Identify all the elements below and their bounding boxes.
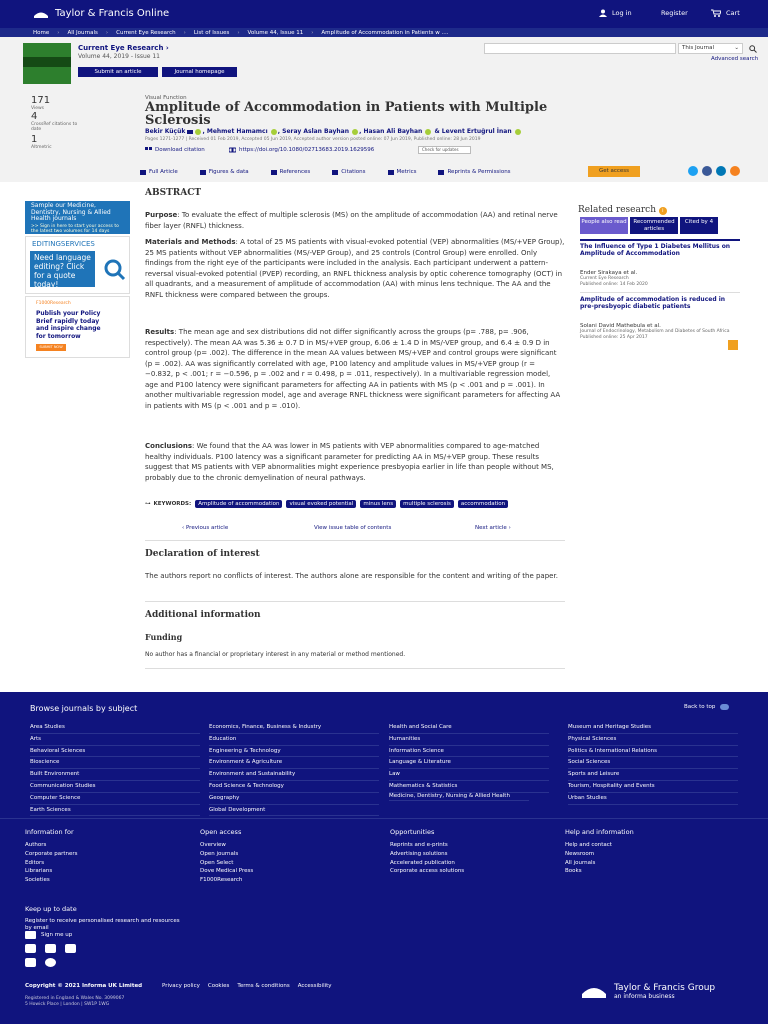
related-date: Published online: 14 Feb 2020 <box>580 282 648 287</box>
email-icon[interactable] <box>187 130 193 134</box>
chevron-down-icon: ⌄ <box>734 45 739 51</box>
section-label: Materials and Methods <box>145 238 236 246</box>
abstract-methods <box>145 237 565 300</box>
keep-up-to-date-text: Register to receive personalised research and resources by email <box>25 918 180 931</box>
register-link[interactable] <box>661 9 688 17</box>
cart-link[interactable] <box>711 9 740 17</box>
subject-column <box>568 722 738 805</box>
keyword-tag[interactable]: minus lens <box>360 500 396 508</box>
related-author: Ender Sirakaya et al. <box>580 270 638 276</box>
footer-link[interactable]: Librarians <box>25 868 53 875</box>
subject-link[interactable]: Physical Sciences <box>568 734 738 746</box>
article-subject: Visual Function <box>145 95 187 101</box>
crossref-metric[interactable] <box>31 111 81 132</box>
facebook-icon[interactable] <box>702 166 712 176</box>
metric-label: CrossRef citations to date <box>31 122 78 132</box>
subject-link[interactable]: Social Sciences <box>568 757 738 769</box>
declaration-text: The authors report no conflicts of interest. The authors alone are responsible for the content and writing of the paper. <box>145 572 558 580</box>
download-citation-label: Download citation <box>155 147 205 153</box>
ad-title: Sample our Medicine, Dentistry, Nursing & Allied Health journals <box>31 202 111 222</box>
metric-value: 171 <box>31 95 51 106</box>
tab-people-also-read[interactable]: People also read <box>580 217 628 234</box>
sign-me-up-label: Sign me up <box>41 932 73 938</box>
keyword-tag[interactable]: multiple sclerosis <box>400 500 454 508</box>
tab-label: References <box>279 169 311 175</box>
section-text: : A total of 25 MS patients with visual-evoked potential (VEP) abnormalities (MS/+VEP Group), 25 MS patients without VEP abnormalities (MS/-VEP Group), and 25 controls (Control Group) were enrolled. Only findings from the right eye of the participants were included in the analysis. Each participant underwent a pattern-reversal visual-evoked potential (PVEP) recording, an RNFL thickness analysis by optic coherence tomography (OCT) in all quadrants, and a measurement of amplitude of accommodation (AA) with minus lens technique. The AA and the RNFL thickness were compared between the groups. <box>145 238 565 299</box>
section-text: : We found that the AA was lower in MS patients with VEP abnormalities compared to age-matched healthy individuals. P100 latency was a significant parameter for predicting AA in MS/+VEP group. These results suggest that MS patients with VEP abnormalities might experience presbyopia earlier in life than people without MS, probably due to the chronic demyelination of neural pathways. <box>145 442 554 482</box>
orcid-icon[interactable] <box>515 129 521 135</box>
subject-column <box>30 722 200 816</box>
f1000-ad[interactable] <box>25 296 130 358</box>
section-text: : To evaluate the effect of multiple sclerosis (MS) on the amplitude of accommodation (AA) and retinal nerve fiber layer (RNFL) thickness. <box>145 211 558 230</box>
chevron-left-icon: ‹ <box>182 525 186 531</box>
registration-info <box>25 996 124 1008</box>
sample-journals-ad[interactable] <box>25 201 130 234</box>
breadcrumb-item[interactable]: List of Issues <box>193 29 230 36</box>
abstract-conclusions <box>145 441 565 483</box>
tfg-logo[interactable] <box>580 982 715 1000</box>
site-logo[interactable] <box>33 8 169 19</box>
metric-value: 1 <box>31 134 38 145</box>
quote-icon <box>145 147 152 153</box>
share-icon[interactable] <box>730 166 740 176</box>
tab-figures[interactable] <box>200 169 249 175</box>
subject-link[interactable]: Urban Studies <box>568 793 738 805</box>
divider <box>145 601 565 602</box>
document-icon <box>140 170 146 175</box>
login-link[interactable] <box>599 9 632 17</box>
breadcrumb-item[interactable]: All Journals <box>67 29 98 36</box>
image-icon <box>200 170 206 175</box>
section-label: Purpose <box>145 211 178 219</box>
related-journal: Current Eye Research <box>580 276 629 281</box>
user-icon <box>599 9 607 17</box>
subject-column <box>209 722 379 816</box>
article-title: Amplitude of Accommodation in Patients with Multiple Sclerosis <box>145 100 548 128</box>
related-item[interactable] <box>580 292 740 341</box>
login-label: Log in <box>612 9 632 17</box>
tab-label: Figures & data <box>208 169 249 175</box>
breadcrumb-separator: › <box>311 29 314 36</box>
ad-brand: EDITINGSERVICES <box>32 240 95 248</box>
keyword-tag[interactable]: accommodation <box>458 500 508 508</box>
more-related-icon[interactable] <box>728 340 738 350</box>
terms-link[interactable]: Terms & conditions <box>237 983 290 989</box>
funding-heading: Funding <box>145 632 183 642</box>
subject-link[interactable]: Earth Sciences <box>30 805 200 817</box>
tfg-sub: an informa business <box>614 992 675 1000</box>
submit-now-button[interactable]: SUBMIT NOW <box>36 344 66 351</box>
related-title[interactable]: Amplitude of accommodation is reduced in pre-presbyopic diabetic patients <box>580 296 726 310</box>
divider <box>145 540 565 541</box>
subject-link[interactable]: Geography <box>209 793 379 805</box>
opportunities-links <box>390 841 464 876</box>
orcid-icon[interactable] <box>352 129 358 135</box>
metric-label: Altmetric <box>31 145 52 150</box>
orcid-icon[interactable] <box>425 129 431 135</box>
tf-logo-icon <box>580 982 608 1000</box>
previous-label: Previous article <box>185 525 229 531</box>
section-label: Conclusions <box>145 442 192 450</box>
journal-homepage-button[interactable]: Journal homepage <box>162 67 237 77</box>
registered-address: 5 Howick Place | London | SW1P 1WG <box>25 1002 110 1007</box>
footer-link[interactable]: Corporate access solutions <box>390 868 465 875</box>
footer-link[interactable]: Dove Medical Press <box>200 868 254 875</box>
footer-link[interactable]: Open journals <box>200 850 239 857</box>
cookies-link[interactable]: Cookies <box>207 983 230 989</box>
subject-link[interactable]: Law <box>389 769 549 781</box>
ad-subtitle: >> Sign in here to start your access to the latest two volumes for 14 days <box>31 223 119 234</box>
author-list: Bekir Küçük , Mehmet Hamamcı , Seray Aslan Bayhan , Hasan Ali Bayhan & Levent Ertuğrul İnan <box>145 128 575 135</box>
tf-logo-icon <box>33 9 49 19</box>
footer-link[interactable]: Advertising solutions <box>390 850 448 857</box>
subject-link[interactable]: Behavioral Sciences <box>30 746 200 758</box>
author-link[interactable]: Hasan Ali Bayhan <box>363 128 423 135</box>
related-heading-label: Related research <box>578 205 656 215</box>
open-access-links <box>200 841 253 885</box>
footer-link[interactable]: Help and contact <box>565 842 612 848</box>
author-link[interactable]: Mehmet Hamamcı <box>206 128 268 135</box>
sign-me-up-link[interactable] <box>25 931 72 939</box>
linkedin-icon[interactable] <box>716 166 726 176</box>
check-for-updates-button[interactable]: Check for updates <box>418 146 471 154</box>
breadcrumb-item[interactable]: Volume 44, Issue 11 <box>247 29 304 36</box>
subject-link[interactable]: Arts <box>30 734 200 746</box>
next-label: Next article <box>475 525 507 531</box>
footer-link[interactable]: Books <box>565 868 582 875</box>
back-to-top-link[interactable] <box>684 704 729 710</box>
search-input[interactable] <box>484 43 676 54</box>
arrow-up-icon <box>720 704 729 710</box>
magnifier-icon <box>104 259 126 281</box>
help-links <box>565 841 612 876</box>
section-text: : The mean age and sex distributions did not differ significantly across the groups (p= .788, p= .906, respectively). The mean AA was 5.36 ± 0.7 D in MS/+VEP group, 6.06 ± 1.4 D in MS/-VEP group, and 6.4 ± 0.9 D in control group (p= .002). The difference in the mean AA values between MS/+VEP and control groups were significant (p = .002). AA was significantly correlated with age, P100 latency and amplitude values in MS/+VEP group (r = −0.832, p < .001; r = −0.596, p = .002 and r = 0.498, p = .011, respectively). In a multivariable regression model, age and P100 latency were significant parameters for affecting AA in patients with MS (p < .001 and p = .001). In another multivariable regression model, age and average RNFL thickness were significant parameters for affecting AA in patients with MS (p < .001 and p = .010). <box>145 328 561 410</box>
metric-value: 4 <box>31 111 38 122</box>
footer-link[interactable]: Accelerated publication <box>390 859 455 866</box>
accessibility-link[interactable]: Accessibility <box>297 983 332 989</box>
ad-brand: F1000Research <box>36 301 71 306</box>
twitter-icon[interactable] <box>45 944 56 953</box>
orcid-icon[interactable] <box>195 129 201 135</box>
doi-label: https://doi.org/10.1080/02713683.2019.1629596 <box>239 147 375 153</box>
related-title[interactable]: The Influence of Type 1 Diabetes Mellitus on Amplitude of Accommodation <box>580 243 731 257</box>
advanced-search-link[interactable]: Advanced search <box>711 56 759 62</box>
breadcrumb-separator: › <box>183 29 186 36</box>
subject-link[interactable]: Environment and Sustainability <box>209 769 379 781</box>
tab-reprints[interactable] <box>438 169 510 175</box>
registration-number: Registered in England & Wales No. 3099067 <box>25 996 125 1001</box>
subject-link[interactable]: Bioscience <box>30 757 200 769</box>
search-scope-value: This Journal <box>682 45 715 51</box>
opportunities-heading: Opportunities <box>390 828 435 836</box>
subject-link[interactable]: Health and Social Care <box>389 722 549 734</box>
footer-link[interactable]: Open Select <box>200 859 234 866</box>
footer-link[interactable]: Authors <box>25 842 47 848</box>
info-links <box>25 841 78 885</box>
additional-info-heading: Additional information <box>145 610 261 620</box>
cover-band <box>23 57 71 67</box>
article-tabs <box>140 164 533 180</box>
subject-link[interactable]: Global Development <box>209 805 379 817</box>
issue-toc-link[interactable]: View issue table of contents <box>314 525 392 531</box>
youtube-icon[interactable] <box>25 958 36 967</box>
tab-citations[interactable] <box>332 169 365 175</box>
footer-link[interactable]: Editors <box>25 859 45 866</box>
info-icon[interactable]: i <box>659 207 667 215</box>
copyright: Copyright © 2021 Informa UK Limited <box>25 983 143 989</box>
author-link[interactable]: & Levent Ertuğrul İnan <box>434 128 512 135</box>
breadcrumb-separator: › <box>237 29 240 36</box>
footer-link[interactable]: Corporate partners <box>25 850 78 857</box>
tab-metrics[interactable] <box>388 169 417 175</box>
tab-full-article[interactable] <box>140 169 178 175</box>
ad-text: Need language editing? Click for a quote today! <box>30 251 95 287</box>
journal-volume[interactable]: Volume 44, 2019 - Issue 11 <box>78 53 160 60</box>
keyword-tag[interactable]: visual evoked potential <box>286 500 356 508</box>
help-heading: Help and information <box>565 828 634 836</box>
cart-icon <box>711 9 721 17</box>
quote-icon <box>332 170 338 175</box>
article-history: Pages 1271-1277 | Received 01 Feb 2019, Accepted 05 Jun 2019, Accepted author version posted online: 07 Jun 2019, Published online: 28 Jun 2019 <box>145 137 481 142</box>
reprint-icon <box>438 170 444 175</box>
breadcrumb-separator: › <box>57 29 60 36</box>
tab-references[interactable] <box>271 169 311 175</box>
subject-link[interactable]: Language & Literature <box>389 757 549 769</box>
views-metric <box>31 95 91 111</box>
footer-link[interactable]: Overview <box>200 842 226 848</box>
subject-link[interactable]: Food Science & Technology <box>209 781 379 793</box>
declaration-heading: Declaration of interest <box>145 549 260 559</box>
related-item[interactable] <box>580 239 740 288</box>
site-name: Taylor & Francis Online <box>55 8 170 19</box>
breadcrumb-current: Amplitude of Accommodation in Patients w .... <box>321 29 449 36</box>
subject-link[interactable]: Built Environment <box>30 769 200 781</box>
link-icon <box>229 147 236 153</box>
email-icon <box>25 931 36 939</box>
author-link[interactable]: Bekir Küçük <box>145 128 186 135</box>
open-access-heading: Open access <box>200 828 242 836</box>
breadcrumb-item[interactable]: Home <box>33 29 50 36</box>
subject-link[interactable]: Computer Science <box>30 793 200 805</box>
footer-link[interactable]: Societies <box>25 877 50 884</box>
funding-text: No author has a financial or proprietary interest in any material or method mentioned. <box>145 651 406 658</box>
next-article-link[interactable] <box>475 525 511 531</box>
twitter-icon[interactable] <box>688 166 698 176</box>
previous-article-link[interactable] <box>182 525 228 531</box>
footer-link[interactable]: Newsroom <box>565 850 595 857</box>
subject-link[interactable]: Mathematics & Statistics <box>389 781 549 793</box>
subject-link[interactable]: Sports and Leisure <box>568 769 738 781</box>
get-access-button[interactable]: Get access <box>588 166 640 177</box>
linkedin-icon[interactable] <box>65 944 76 953</box>
footer-link[interactable]: All journals <box>565 859 596 866</box>
tab-label: Reprints & Permissions <box>447 169 511 175</box>
footer-link[interactable]: F1000Research <box>200 877 243 884</box>
chart-icon <box>388 170 394 175</box>
subject-link[interactable]: Medicine, Dentistry, Nursing & Allied Health <box>389 793 529 801</box>
subject-link[interactable]: Humanities <box>389 734 549 746</box>
related-research-heading <box>578 205 667 215</box>
related-date: Published online: 25 Apr 2017 <box>580 335 648 340</box>
author-link[interactable]: Seray Aslan Bayhan <box>282 128 349 135</box>
subject-link[interactable]: Politics & International Relations <box>568 746 738 758</box>
footer-link[interactable]: Reprints and e-prints <box>390 842 448 848</box>
section-label: Results <box>145 328 175 336</box>
abstract-heading: ABSTRACT <box>145 188 202 198</box>
keyword-tag[interactable]: Amplitude of accommodation <box>195 500 282 508</box>
references-icon <box>271 170 277 175</box>
search-scope-select[interactable] <box>678 43 743 54</box>
subject-link[interactable]: Information Science <box>389 746 549 758</box>
facebook-icon[interactable] <box>25 944 36 953</box>
abstract-purpose <box>145 210 565 231</box>
ad-text: Publish your Policy Brief rapidly today and inspire change for tomorrow <box>36 310 101 340</box>
browse-heading: Browse journals by subject <box>30 704 138 713</box>
tab-label: Metrics <box>396 169 417 175</box>
related-tabs <box>580 217 720 234</box>
editing-services-ad[interactable] <box>25 236 130 294</box>
subject-link[interactable]: Engineering & Technology <box>209 746 379 758</box>
orcid-icon[interactable] <box>271 129 277 135</box>
tab-label: Full Article <box>149 169 178 175</box>
cart-label: Cart <box>726 9 740 17</box>
subject-link[interactable]: Tourism, Hospitality and Events <box>568 781 738 793</box>
subject-link[interactable]: Communication Studies <box>30 781 200 793</box>
search-button[interactable] <box>744 43 762 54</box>
keep-up-to-date-heading: Keep up to date <box>25 905 77 913</box>
breadcrumb-item[interactable]: Current Eye Research <box>116 29 176 36</box>
subject-column <box>389 722 549 801</box>
legal-links <box>162 983 340 989</box>
chevron-right-icon: › <box>506 525 511 531</box>
related-journal: Journal of Endocrinology, Metabolism and Diabetes of South Africa <box>580 329 730 334</box>
subject-link[interactable]: Environment & Agriculture <box>209 757 379 769</box>
register-label: Register <box>661 9 688 17</box>
subject-link[interactable]: Economics, Finance, Business & Industry <box>209 722 379 734</box>
privacy-policy-link[interactable]: Privacy policy <box>162 983 200 989</box>
altmetric-metric[interactable] <box>31 134 91 150</box>
search-icon <box>749 45 757 53</box>
doi-link[interactable] <box>229 147 374 153</box>
journal-title[interactable]: Current Eye Research › <box>78 44 169 52</box>
keywords-label: KEYWORDS: <box>153 501 192 507</box>
journal-cover-image[interactable] <box>23 43 71 84</box>
tab-cited-by[interactable]: Cited by 4 <box>680 217 718 234</box>
metric-label: Views <box>31 106 45 111</box>
keywords <box>145 500 508 508</box>
weibo-icon[interactable] <box>45 958 56 967</box>
subject-link[interactable]: Area Studies <box>30 722 200 734</box>
back-to-top-label: Back to top <box>684 704 716 710</box>
tab-label: Citations <box>341 169 366 175</box>
info-heading: Information for <box>25 828 74 836</box>
related-author: Solani David Mathebula et al. <box>580 323 661 329</box>
submit-article-button[interactable]: Submit an article <box>78 67 158 77</box>
top-bar <box>0 0 768 28</box>
subject-link[interactable]: Education <box>209 734 379 746</box>
divider <box>145 668 565 669</box>
breadcrumb-separator: › <box>105 29 109 36</box>
key-icon: ⊶ <box>145 501 151 507</box>
breadcrumb <box>0 28 768 37</box>
tfg-name: Taylor & Francis Group <box>614 982 716 993</box>
subject-link[interactable]: Museum and Heritage Studies <box>568 722 738 734</box>
tab-recommended-articles[interactable]: Recommended articles <box>630 217 678 234</box>
abstract-results <box>145 327 565 411</box>
download-citation-link[interactable] <box>145 147 205 153</box>
